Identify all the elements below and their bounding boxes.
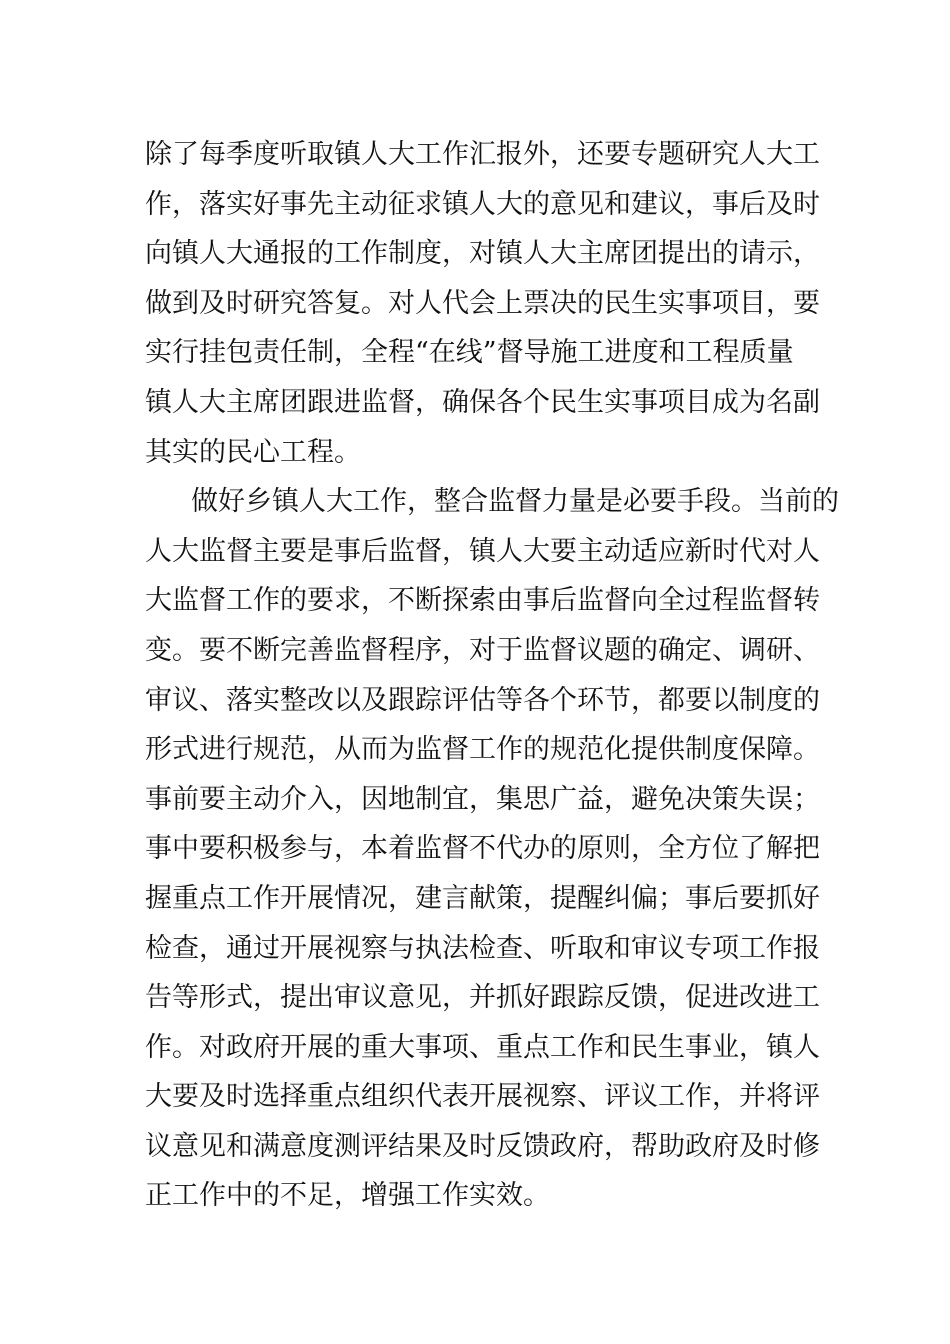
text-line: 做到及时研究答复。对人代会上票决的民生实事项目，要 — [145, 287, 820, 319]
text-line: 作，落实好事先主动征求镇人大的意见和建议，事后及时 — [145, 188, 820, 220]
text-line: 向镇人大通报的工作制度，对镇人大主席团提出的请示， — [145, 238, 820, 270]
text-line: 正工作中的不足，增强工作实效。 — [145, 1180, 550, 1212]
text-line: 握重点工作开展情况，建言献策，提醒纠偏；事后要抓好 — [145, 882, 820, 914]
text-line: 人大监督主要是事后监督，镇人大要主动适应新时代对人 — [145, 535, 820, 567]
text-line: 实行挂包责任制，全程“在线”督导施工进度和工程质量 — [145, 337, 794, 369]
text-line: 其实的民心工程。 — [145, 436, 361, 468]
text-line: 检查，通过开展视察与执法检查、听取和审议专项工作报 — [145, 932, 820, 964]
document-body — [145, 130, 839, 1221]
text-line: 作。对政府开展的重大事项、重点工作和民生事业，镇人 — [145, 1031, 820, 1063]
text-line: 变。要不断完善监督程序，对于监督议题的确定、调研、 — [145, 634, 820, 666]
paragraph-2 — [145, 477, 839, 1221]
text-line: 审议、落实整改以及跟踪评估等各个环节，都要以制度的 — [145, 684, 820, 716]
text-line: 镇人大主席团跟进监督，确保各个民生实事项目成为名副 — [145, 386, 820, 418]
text-line: 大要及时选择重点组织代表开展视察、评议工作，并将评 — [145, 1081, 820, 1113]
text-line: 议意见和满意度测评结果及时反馈政府，帮助政府及时修 — [145, 1130, 820, 1162]
text-line: 形式进行规范，从而为监督工作的规范化提供制度保障。 — [145, 734, 820, 766]
text-line: 做好乡镇人大工作，整合监督力量是必要手段。当前的 — [191, 486, 839, 518]
text-line: 告等形式，提出审议意见，并抓好跟踪反馈，促进改进工 — [145, 982, 820, 1014]
paragraph-1 — [145, 130, 825, 477]
text-line: 事中要积极参与，本着监督不代办的原则，全方位了解把 — [145, 833, 820, 865]
text-line: 除了每季度听取镇人大工作汇报外，还要专题研究人大工 — [145, 139, 820, 170]
text-line: 事前要主动介入，因地制宜，集思广益，避免决策失误； — [145, 783, 820, 815]
text-line: 大监督工作的要求，不断探索由事后监督向全过程监督转 — [145, 585, 820, 617]
